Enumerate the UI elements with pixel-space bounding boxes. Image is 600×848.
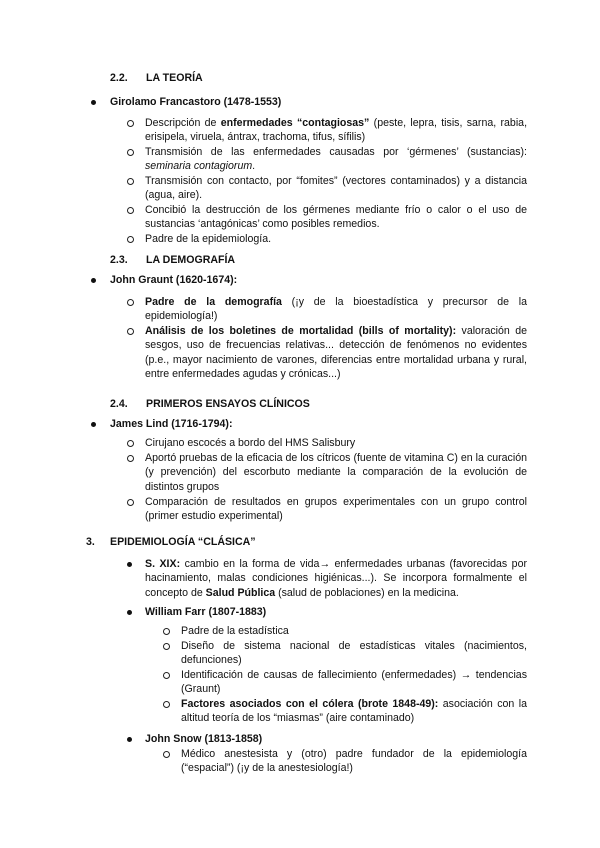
item-text: (¡y de la bioestadística y precursor de la epidemiología!) <box>145 296 527 323</box>
item-text: (salud de poblaciones) en la medicina. <box>275 586 459 599</box>
section-heading-2-2 <box>110 71 203 85</box>
section-heading-2-3 <box>110 253 235 267</box>
section-number: 2.4. <box>110 398 128 410</box>
person-lind: James Lind (1716-1794): <box>110 418 233 430</box>
bullet-circle-icon <box>163 751 170 758</box>
item-bold-text: enfermedades “contagiosas” <box>220 117 370 129</box>
bullet-circle-icon <box>163 672 170 679</box>
list-item: Médico anestesista y (otro) padre fundador de la epidemiología (“espacial”) (¡y de la anestesiología!) <box>181 748 527 775</box>
list-item: Comparación de resultados en grupos experimentales con un grupo control (primer estudio experimental) <box>145 496 527 523</box>
item-bold-text: S. XIX: <box>145 558 181 570</box>
list-item: Diseño de sistema nacional de estadísticas vitales (nacimientos, defunciones) <box>181 640 527 667</box>
bullet-circle-icon <box>127 455 134 462</box>
section-heading-2-4 <box>110 397 310 411</box>
bullet-circle-icon <box>127 207 134 214</box>
bullet-dot-icon <box>127 737 132 742</box>
bullet-circle-icon <box>163 628 170 635</box>
bullet-dot-icon <box>127 562 132 567</box>
item-text: . <box>252 160 256 173</box>
bullet-dot-icon <box>91 422 96 427</box>
list-item <box>145 324 527 382</box>
list-item: Padre de la epidemiología. <box>145 233 272 245</box>
person-francastoro: Girolamo Francastoro (1478-1553) <box>110 96 282 108</box>
section-title: PRIMEROS ENSAYOS CLÍNICOS <box>146 398 310 410</box>
section-title: LA DEMOGRAFÍA <box>146 254 236 266</box>
bullet-circle-icon <box>127 149 134 156</box>
item-text: valoración de sesgos, uso de frecuencias relativas... detección de fenómenos no evidentes (p.e., mayor nacimiento de varones, diferencias entre mortalidad urbana y rural, entre enfermedades agudas y crónicas...) <box>145 325 527 381</box>
list-item: Concibió la destrucción de los gérmenes mediante frío o calor o el uso de sustancias ‘antagónicas’ como posibles remedios. <box>145 204 527 231</box>
section-number: 3. <box>86 536 95 548</box>
bullet-circle-icon <box>127 328 134 335</box>
list-item <box>145 145 527 174</box>
item-italic-text: seminaria contagiorum <box>145 160 253 173</box>
item-text: Descripción de <box>145 117 221 129</box>
list-item: Cirujano escocés a bordo del HMS Salisbury <box>145 437 356 449</box>
section-number: 2.2. <box>110 72 128 84</box>
bullet-circle-icon <box>127 120 134 127</box>
section-title: EPIDEMIOLOGÍA “CLÁSICA” <box>110 536 256 548</box>
item-text: Transmisión de las enfermedades causadas por ‘gérmenes’ (sustancias): <box>145 146 527 158</box>
list-item <box>145 557 527 600</box>
bullet-circle-icon <box>127 440 134 447</box>
list-item <box>181 697 527 726</box>
item-bold-text: Salud Pública <box>205 586 276 599</box>
item-text: (peste, lepra, tisis, sarna, rabia, erisipela, viruela, ántrax, trachoma, tifus, sífilis) <box>145 117 528 144</box>
bullet-circle-icon <box>127 299 134 306</box>
bullet-dot-icon <box>91 278 96 283</box>
section-number: 2.3. <box>110 254 128 266</box>
person-graunt: John Graunt (1620-1674): <box>110 274 238 286</box>
person-snow: John Snow (1813-1858) <box>145 733 263 745</box>
list-item: Transmisión con contacto, por “fomites” (vectores contaminados) y a distancia (agua, aire). <box>145 175 527 202</box>
item-bold-text: Factores asociados con el cólera (brote 1848-49): <box>181 698 439 710</box>
bullet-circle-icon <box>127 236 134 243</box>
person-farr: William Farr (1807-1883) <box>145 606 267 618</box>
item-bold-text: Análisis de los boletines de mortalidad (bills of mortality): <box>145 325 457 337</box>
list-item: Aportó pruebas de la eficacia de los cítricos (fuente de vitamina C) en la curación (y prevención) del escorbuto mediante la comparación de la evolución de distintos grupos <box>145 452 527 493</box>
bullet-dot-icon <box>91 100 96 105</box>
bullet-circle-icon <box>127 499 134 506</box>
list-item <box>145 116 527 145</box>
section-title: LA TEORÍA <box>146 72 203 84</box>
list-item: Identificación de causas de fallecimiento (enfermedades) → tendencias (Graunt) <box>181 669 527 696</box>
item-bold-text: Padre de la demografía <box>145 296 282 308</box>
bullet-dot-icon <box>127 610 132 615</box>
section-heading-3 <box>86 535 256 549</box>
bullet-circle-icon <box>163 643 170 650</box>
item-text: asociación con la altitud teoría de los “miasmas” (aire contaminado) <box>181 698 527 725</box>
list-item: Padre de la estadística <box>181 625 289 637</box>
bullet-circle-icon <box>127 178 134 185</box>
bullet-circle-icon <box>163 701 170 708</box>
list-item <box>145 295 527 324</box>
item-text: cambio en la forma de vida→ enfermedades urbanas (favorecidas por hacinamiento, malas condiciones higiénicas...). Se incorpora formalmente el concepto de <box>145 558 527 599</box>
